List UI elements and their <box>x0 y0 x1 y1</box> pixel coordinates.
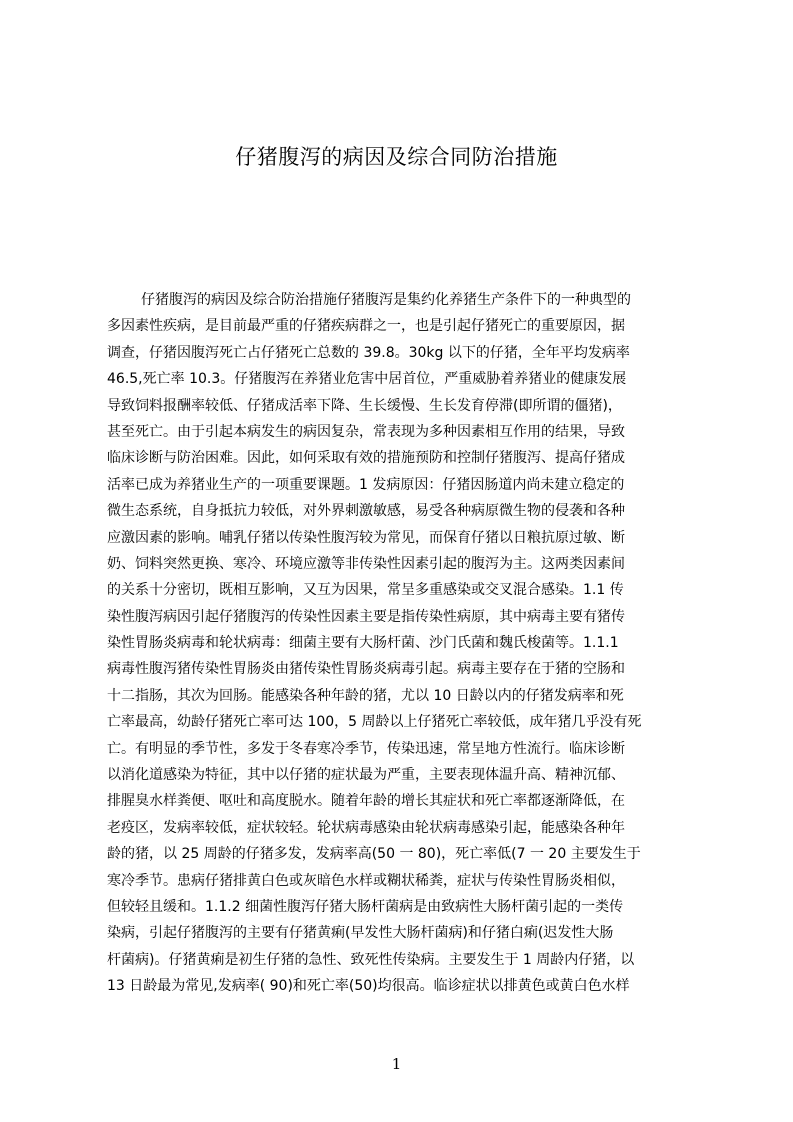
body-line: 导致饲料报酬率较低、仔猪成活率下降、生长缓慢、生长发育停滞(即所谓的僵猪)， <box>107 397 622 414</box>
body-line: 13 日龄最为常见,发病率( 90)和死亡率(50)均很高。临诊症状以排黄色或黄白色水样 <box>107 978 630 995</box>
body-line: 染性胃肠炎病毒和轮状病毒：细菌主要有大肠杆菌、沙门氏菌和魏氏梭菌等。1.1.1 <box>107 635 619 652</box>
body-line: 老疫区，发病率较低，症状较轻。轮状病毒感染由轮状病毒感染引起，能感染各种年 <box>107 819 625 836</box>
body-line: 亡。有明显的季节性，多发于冬春寒冷季节，传染迅速，常呈地方性流行。临床诊断 <box>107 740 625 757</box>
body-line: 应激因素的影响。哺乳仔猪以传染性腹泻较为常见，而保育仔猪以日粮抗原过敏、断 <box>107 529 625 546</box>
body-paragraph <box>107 287 697 1027</box>
body-line: 甚至死亡。由于引起本病发生的病因复杂，常表现为多种因素相互作用的结果，导致 <box>107 423 625 440</box>
body-line: 的关系十分密切，既相互影响，又互为因果，常呈多重感染或交叉混合感染。1.1 传 <box>107 582 624 599</box>
body-line: 十二指肠，其次为回肠。能感染各种年龄的猪，尤以 10 日龄以内的仔猪发病率和死 <box>107 687 624 704</box>
body-line: 杆菌病)。仔猪黄痢是初生仔猪的急性、致死性传染病。主要发生于 1 周龄内仔猪，以 <box>107 951 635 968</box>
body-line: 微生态系统，自身抵抗力较低，对外界刺激敏感，易受各种病原微生物的侵袭和各种 <box>107 503 625 520</box>
page-number: 1 <box>391 1055 402 1073</box>
body-line: 病毒性腹泻猪传染性胃肠炎由猪传染性胃肠炎病毒引起。病毒主要存在于猪的空肠和 <box>107 661 625 678</box>
body-line: 奶、饲料突然更换、寒冷、环境应激等非传染性因素引起的腹泻为主。这两类因素间 <box>107 555 625 572</box>
body-line: 仔猪腹泻的病因及综合防治措施仔猪腹泻是集约化养猪生产条件下的一种典型的 <box>141 292 631 308</box>
body-line: 但较轻且缓和。1.1.2 细菌性腹泻仔猪大肠杆菌病是由致病性大肠杆菌引起的一类传 <box>107 898 624 915</box>
body-line: 46.5,死亡率 10.3。仔猪腹泻在养猪业危害中居首位，严重威胁着养猪业的健康发展 <box>107 371 627 388</box>
body-line: 活率已成为养猪业生产的一项重要课题。1 发病原因：仔猪因肠道内尚未建立稳定的 <box>107 476 625 493</box>
body-line: 排腥臭水样粪便、呕吐和高度脱水。随着年龄的增长其症状和死亡率都逐渐降低，在 <box>107 793 625 810</box>
body-line: 临床诊断与防治困难。因此，如何采取有效的措施预防和控制仔猪腹泻、提高仔猪成 <box>107 450 625 467</box>
body-line: 多因素性疾病，是目前最严重的仔猪疾病群之一，也是引起仔猪死亡的重要原因，据 <box>107 318 625 335</box>
document-title: 仔猪腹泻的病因及综合同防治措施 <box>235 145 558 169</box>
body-line: 染性腹泻病因引起仔猪腹泻的传染性因素主要是指传染性病原，其中病毒主要有猪传 <box>107 608 625 625</box>
body-line: 寒冷季节。患病仔猪排黄白色或灰暗色水样或糊状稀粪，症状与传染性胃肠炎相似， <box>107 872 625 889</box>
body-line: 染病，引起仔猪腹泻的主要有仔猪黄痢(早发性大肠杆菌病)和仔猪白痢(迟发性大肠 <box>107 925 614 942</box>
body-line: 龄的猪，以 25 周龄的仔猪多发，发病率高(50 一 80)，死亡率低(7 一 20 主要发生于 <box>107 846 641 863</box>
body-line: 以消化道感染为特征，其中以仔猪的症状最为严重，主要表现体温升高、精神沉郁、 <box>107 767 625 784</box>
body-line: 亡率最高，幼龄仔猪死亡率可达 100，5 周龄以上仔猪死亡率较低，成年猪几乎没有死 <box>107 714 642 731</box>
body-line: 调查，仔猪因腹泻死亡占仔猪死亡总数的 39.8。30kg 以下的仔猪，全年平均发病率 <box>107 344 630 361</box>
